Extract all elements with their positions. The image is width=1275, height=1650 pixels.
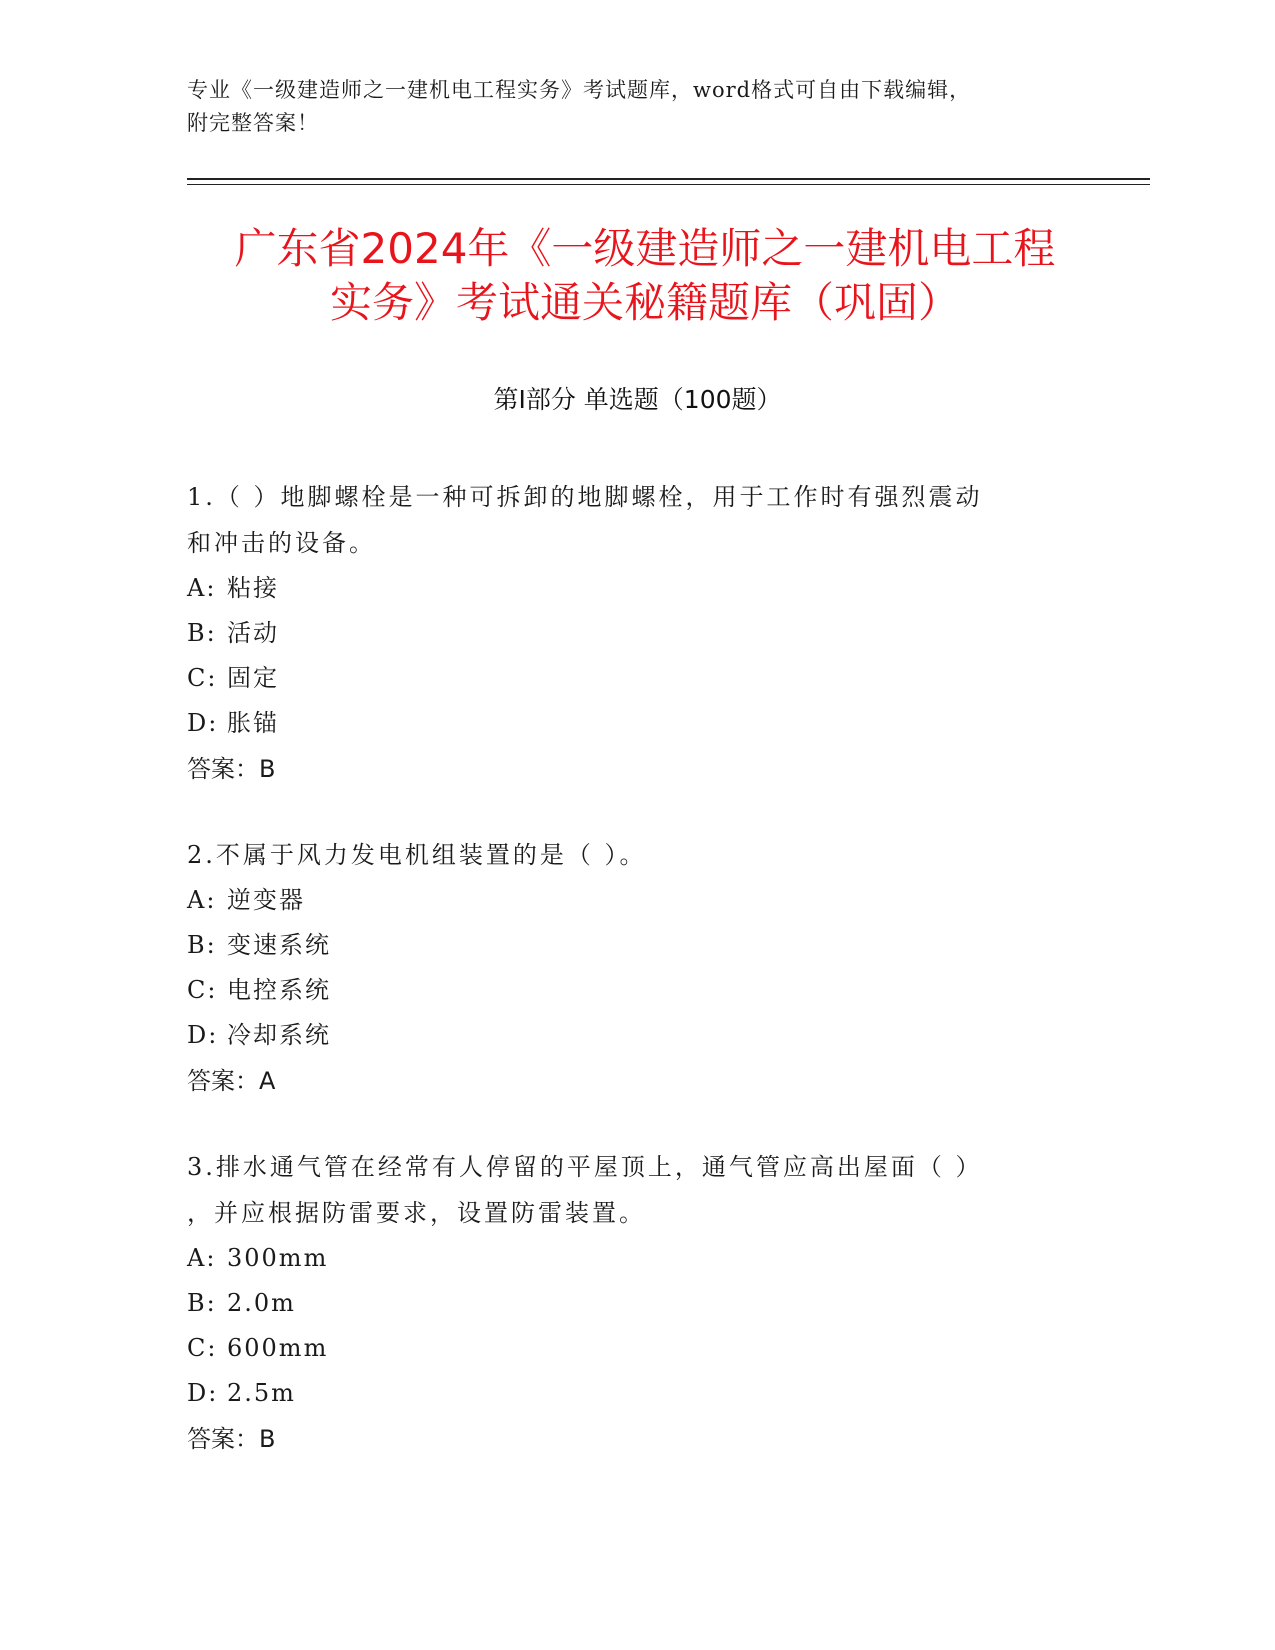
option-letter: C: bbox=[187, 664, 218, 692]
header-divider-thick bbox=[187, 178, 1150, 180]
option-text: 胀锚 bbox=[227, 709, 279, 737]
answer-line: 答案：B bbox=[187, 755, 276, 783]
option-d bbox=[187, 1371, 1067, 1416]
section-heading: 第Ⅰ部分 单选题（100题） bbox=[493, 385, 782, 414]
option-a bbox=[187, 566, 1067, 611]
option-b bbox=[187, 1281, 1067, 1326]
question-list bbox=[187, 474, 1067, 1502]
option-text: 2.0m bbox=[227, 1289, 296, 1317]
document-title bbox=[180, 222, 1110, 330]
option-letter: C: bbox=[187, 1334, 218, 1362]
option-c bbox=[187, 968, 1067, 1013]
option-letter: D: bbox=[187, 709, 219, 737]
option-letter: A: bbox=[187, 886, 217, 914]
question-stem-line-2: 和冲击的设备。 bbox=[187, 529, 376, 557]
option-letter: B: bbox=[187, 931, 217, 959]
option-text: 电控系统 bbox=[227, 976, 331, 1004]
option-letter: B: bbox=[187, 1289, 217, 1317]
document-title-line-1: 广东省2024年《一级建造师之一建机电工程 bbox=[234, 224, 1056, 273]
header-note-line-2: 附完整答案！ bbox=[187, 111, 319, 135]
option-text: 冷却系统 bbox=[227, 1021, 331, 1049]
option-a bbox=[187, 878, 1067, 923]
document-title-line-2: 实务》考试通关秘籍题库（巩固） bbox=[329, 278, 960, 327]
header-note bbox=[187, 74, 1087, 140]
option-text: 2.5m bbox=[227, 1379, 296, 1407]
question-stem-line-1: 2.不属于风力发电机组装置的是（ ）。 bbox=[187, 841, 647, 869]
header-divider-thin bbox=[187, 184, 1150, 185]
option-c bbox=[187, 1326, 1067, 1371]
option-d bbox=[187, 1013, 1067, 1058]
question-3 bbox=[187, 1144, 1067, 1462]
option-text: 600mm bbox=[227, 1334, 329, 1362]
option-letter: B: bbox=[187, 619, 217, 647]
option-c bbox=[187, 656, 1067, 701]
question-2 bbox=[187, 832, 1067, 1104]
answer-line: 答案：A bbox=[187, 1067, 276, 1095]
option-letter: C: bbox=[187, 976, 218, 1004]
option-text: 活动 bbox=[227, 619, 279, 647]
option-b bbox=[187, 923, 1067, 968]
option-letter: A: bbox=[187, 574, 217, 602]
option-text: 变速系统 bbox=[227, 931, 331, 959]
option-text: 粘接 bbox=[227, 574, 279, 602]
option-text: 固定 bbox=[227, 664, 279, 692]
header-note-line-1: 专业《一级建造师之一建机电工程实务》考试题库，word格式可自由下载编辑， bbox=[187, 78, 972, 102]
option-letter: D: bbox=[187, 1021, 219, 1049]
answer-line: 答案：B bbox=[187, 1425, 276, 1453]
option-text: 逆变器 bbox=[227, 886, 305, 914]
question-stem-line-1: 3.排水通气管在经常有人停留的平屋顶上，通气管应高出屋面（ ） bbox=[187, 1153, 983, 1181]
question-stem-line-2: ，并应根据防雷要求，设置防雷装置。 bbox=[187, 1199, 646, 1227]
option-d bbox=[187, 701, 1067, 746]
question-1 bbox=[187, 474, 1067, 792]
option-b bbox=[187, 611, 1067, 656]
option-text: 300mm bbox=[227, 1244, 329, 1272]
option-a bbox=[187, 1236, 1067, 1281]
option-letter: D: bbox=[187, 1379, 219, 1407]
question-stem-line-1: 1.（ ）地脚螺栓是一种可拆卸的地脚螺栓，用于工作时有强烈震动 bbox=[187, 483, 983, 511]
option-letter: A: bbox=[187, 1244, 217, 1272]
